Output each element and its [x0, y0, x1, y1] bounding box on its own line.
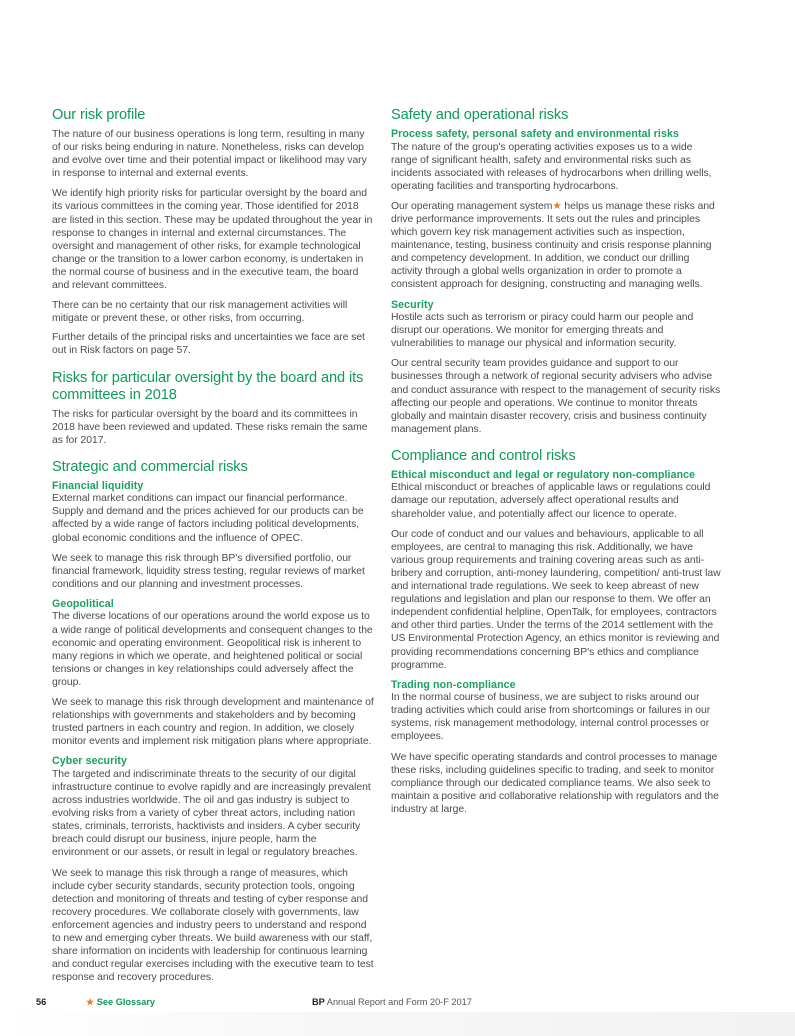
paragraph: External market conditions can impact our financial performance. Supply and demand and the prices achieved for our products can be affected by a wide range of factors including political developments, global economic conditions and the influence of OPEC.	[52, 493, 364, 544]
paragraph: There can be no certainty that our risk management activities will mitigate or prevent these, or other risks, from occurring.	[52, 300, 348, 325]
paragraph: We seek to manage this risk through BP's diversified portfolio, our financial framework, liquidity stress testing, regular reviews of market conditions and our planning and investment processes.	[52, 552, 365, 590]
paragraph: The nature of our business operations is long term, resulting in many of our risks being enduring in nature. Nonetheless, risks can develop and evolve over time and their potential impact or likelihood may vary in response to internal and external events.	[52, 129, 367, 180]
paragraph: Hostile acts such as terrorism or piracy could harm our people and disrupt our operations. We monitor for emerging threats and vulnerabilities to manage our physical and information security.	[391, 312, 694, 350]
glossary-star-icon: ★	[86, 997, 95, 1007]
subheading-cyber-security: Cyber security	[52, 755, 128, 768]
see-glossary-label: See Glossary	[94, 997, 156, 1007]
see-glossary-link[interactable]	[86, 997, 155, 1008]
subheading-trading-non-compliance: Trading non-compliance	[391, 678, 516, 691]
page-footer	[36, 997, 756, 1011]
paragraph: We seek to manage this risk through a range of measures, which include cyber security standards, security protection tools, ongoing detection and monitoring of threats and testing of cyber response and recovery procedures. We collaborate closely with governments, law enforcement agencies and industry peers to understand and respond to new and emerging cyber threats. We build awareness with our staff, share information on incidents with leadership for continuous learning and conduct regular exercises including with the executive team to test response and recovery procedures.	[52, 867, 374, 984]
paragraph: We seek to manage this risk through development and maintenance of relationships with governments and stakeholders and by becoming trusted partners in each country and region. In addition, we closely monitor events and implement risk mitigation plans where appropriate.	[52, 697, 374, 748]
paragraph: The targeted and indiscriminate threats to the security of our digital infrastructure continue to evolve rapidly and are increasingly prevalent across industries worldwide. The oil and gas industry is subject to evolving risks from a variety of cyber threat actors, including nation states, criminals, terrorists, hacktivists and insiders. A cyber security breach could disrupt our business, injure people, harm the environment or our assets, or result in legal or regulatory breaches.	[52, 768, 371, 859]
section-risk-profile	[52, 107, 374, 358]
oms-text-before: Our operating management system	[391, 200, 553, 212]
report-brand: BP	[312, 997, 325, 1007]
report-title-text: Annual Report and Form 20-F 2017	[324, 997, 472, 1007]
paragraph: The nature of the group's operating activities exposes us to a wide range of significant health, safety and environmental risks such as incidents associated with releases of hydrocarbons when drilling wells, operating facilities and transporting hydrocarbons.	[391, 141, 712, 192]
heading-risk-profile: Our risk profile	[52, 107, 146, 123]
heading-strategic-commercial: Strategic and commercial risks	[52, 458, 248, 475]
subheading-ethical-misconduct: Ethical misconduct and legal or regulatory non-compliance	[391, 468, 696, 481]
heading-safety-operational: Safety and operational risks	[391, 107, 569, 123]
paragraph-operating-management-system	[391, 200, 721, 292]
paragraph: Our code of conduct and our values and behaviours, applicable to all employees, are central to managing this risk. Additionally, we have various group requirements and training covering areas such as anti-bribery and corruption, anti-money laundering, competition/ anti-trust law and international trade regulations. We seek to keep abreast of new regulations and legislation and plan our response to them. We offer an independent confidential helpline, OpenTalk, for employees, contractors and other third parties. Under the terms of the 2014 settlement with the US Environmental Protection Agency, an ethics monitor is reviewing and providing recommendations concerning BP's ethics and compliance programme.	[391, 528, 721, 671]
bottom-band	[0, 1012, 795, 1036]
section-compliance-control	[391, 448, 721, 816]
heading-compliance-control: Compliance and control risks	[391, 447, 576, 464]
subheading-security: Security	[391, 298, 434, 311]
paragraph: Our central security team provides guidance and support to our businesses through a network of regional security advisers who advise and conduct assurance with respect to the management of security risks affecting our people and operations. We continue to monitor threats globally and maintain disaster recovery, crisis and business continuity management plans.	[391, 358, 721, 435]
report-title	[312, 997, 472, 1007]
section-safety-operational	[391, 107, 721, 436]
subheading-geopolitical: Geopolitical	[52, 597, 114, 610]
paragraph: Ethical misconduct or breaches of applicable laws or regulations could damage our reputation, adversely affect operational results and shareholder value, and potentially affect our licence to operate.	[391, 482, 711, 520]
paragraph: The risks for particular oversight by the board and its committees in 2018 have been reviewed and updated. These risks remain the same as for 2017.	[52, 408, 368, 446]
heading-oversight: Risks for particular oversight by the board and its committees in 2018	[52, 369, 364, 403]
paragraph: Further details of the principal risks and uncertainties we face are set out in Risk factors on page 57.	[52, 332, 365, 357]
right-column	[391, 107, 721, 823]
glossary-star-icon: ★	[552, 200, 562, 212]
section-strategic-commercial	[52, 459, 374, 985]
left-column	[52, 107, 374, 991]
paragraph: The diverse locations of our operations around the world expose us to a wide range of political developments and consequent changes to the economic and operating environment. Geopolitical risk is inherent to many regions in which we operate, and heightened political or social tensions or changes in key relationships could adversely affect the group.	[52, 611, 373, 688]
subheading-process-safety: Process safety, personal safety and environmental risks	[391, 128, 679, 140]
oms-text-after: helps us manage these risks and drive performance improvements. It sets out the rules and principles which govern key risk management activities such as inspection, maintenance, testing, business continuity and crisis response planning and competency development. In addition, we conduct our drilling activity through a global wells organization in order to promote a consistent approach for designing, constructing and managing wells.	[391, 200, 715, 291]
subheading-financial-liquidity: Financial liquidity	[52, 479, 144, 492]
paragraph: In the normal course of business, we are subject to risks around our trading activities which could arise from shortcomings or failures in our systems, risk management methodology, internal control processes or employees.	[391, 692, 711, 743]
page-number: 56	[36, 997, 47, 1007]
paragraph: We identify high priority risks for particular oversight by the board and its various committees in the coming year. Those identified for 2018 are listed in this section. These may be updated throughout the year in response to changes in internal and external circumstances. The oversight and management of other risks, for example technological change or the transition to a lower carbon economy, is undertaken in the normal course of business and in the executive team, the board and relevant committees.	[52, 188, 373, 292]
section-oversight	[52, 370, 374, 447]
paragraph: We have specific operating standards and control processes to manage these risks, including guidelines specific to trading, and seek to monitor compliance through our dedicated compliance teams. We also seek to maintain a positive and collaborative relationship with regulators and the industry at large.	[391, 751, 719, 815]
